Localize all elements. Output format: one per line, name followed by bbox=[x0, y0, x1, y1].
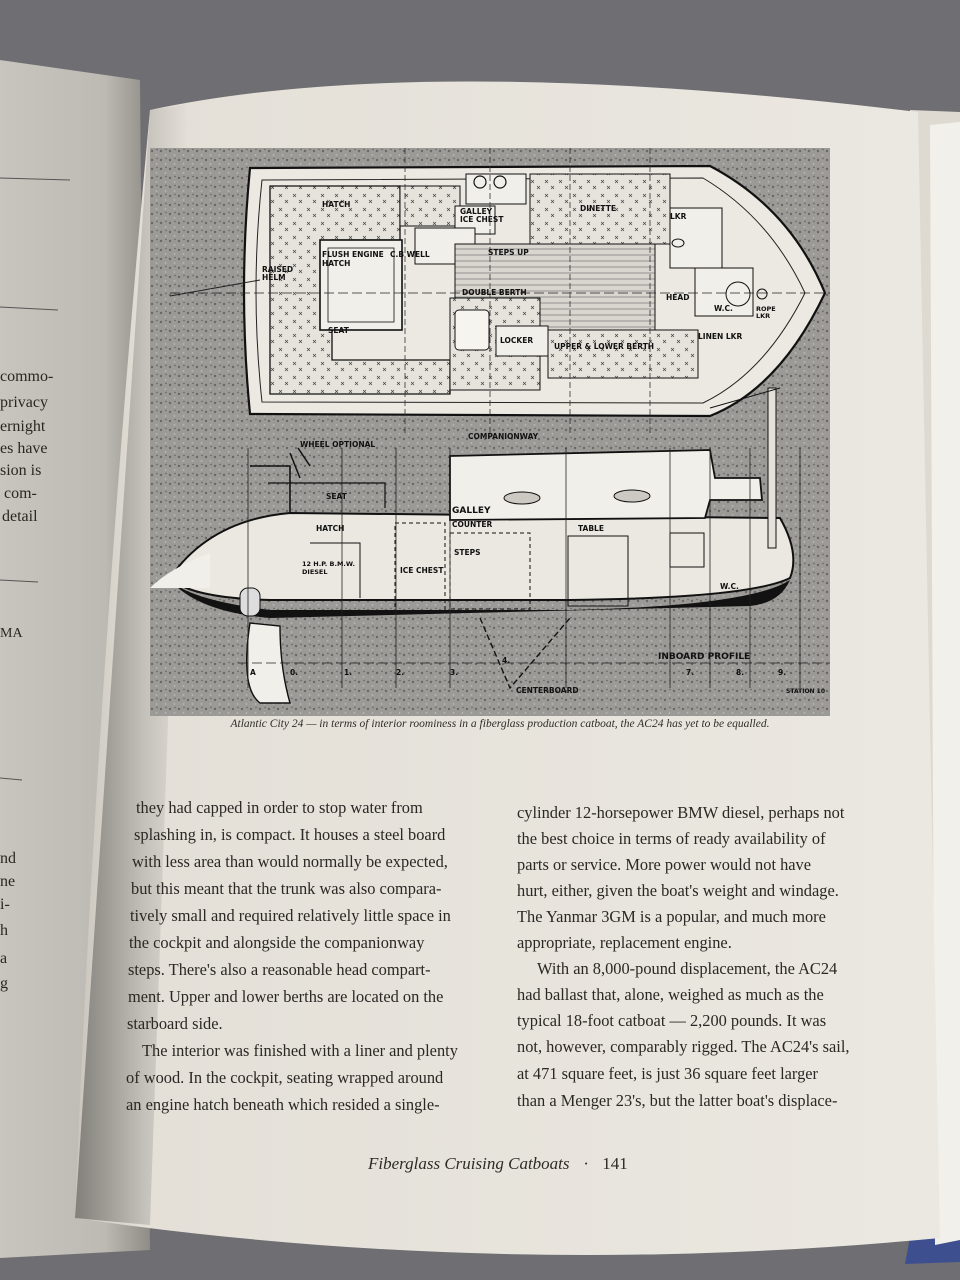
body-line: an engine hatch beneath which resided a single- bbox=[126, 1095, 440, 1114]
label-double-berth: DOUBLE BERTH bbox=[462, 288, 527, 297]
label-cb-well: C.B WELL bbox=[390, 250, 430, 259]
body-line: steps. There's also a reasonable head compart- bbox=[128, 960, 431, 979]
label-seat-profile: SEAT bbox=[326, 492, 347, 501]
station-number: 0. bbox=[290, 668, 299, 677]
label-head: HEAD bbox=[666, 293, 690, 302]
label-ice-chest: ICE CHEST bbox=[400, 566, 444, 575]
figure-caption: Atlantic City 24 — in terms of interior roominess in a fiberglass production catboat, the AC24 has yet to be equalled. bbox=[230, 718, 770, 730]
label-wc-profile: W.C. bbox=[720, 582, 739, 591]
body-line: tively small and required relatively little space in bbox=[130, 906, 451, 925]
label-hatch-top: HATCH bbox=[322, 200, 351, 209]
left-fragment: MA bbox=[0, 626, 23, 641]
label-linen-lkr: LINEN LKR bbox=[698, 332, 743, 341]
footer-title: Fiberglass Cruising Catboats bbox=[368, 1154, 570, 1173]
label-galley-ice-chest: GALLEY ICE CHEST bbox=[460, 207, 504, 224]
body-line: starboard side. bbox=[127, 1014, 223, 1033]
left-fragment: g bbox=[0, 975, 8, 992]
left-fragment: com- bbox=[4, 485, 37, 502]
body-line: the best choice in terms of ready availability of bbox=[517, 829, 826, 848]
body-line: the cockpit and alongside the companionway bbox=[129, 933, 425, 952]
label-rope-lkr: ROPE LKR bbox=[756, 305, 776, 320]
station-number: 7. bbox=[686, 668, 695, 677]
station-number: 2. bbox=[396, 668, 405, 677]
station-number: A bbox=[250, 668, 256, 677]
left-fragment: nd bbox=[0, 850, 16, 867]
body-line: The interior was finished with a liner and plenty bbox=[142, 1041, 458, 1060]
body-line: With an 8,000-pound displacement, the AC24 bbox=[537, 959, 838, 978]
body-line: at 471 square feet, is just 36 square feet larger bbox=[517, 1064, 818, 1083]
label-lkr: LKR bbox=[670, 212, 687, 221]
body-line: of wood. In the cockpit, seating wrapped around bbox=[126, 1068, 444, 1087]
station-number: 9. bbox=[778, 668, 787, 677]
body-line: The Yanmar 3GM is a popular, and much more bbox=[517, 907, 826, 926]
label-hatch-profile: HATCH bbox=[316, 524, 345, 533]
label-centerboard: CENTERBOARD bbox=[516, 686, 579, 695]
body-line: ment. Upper and lower berths are located on the bbox=[128, 987, 444, 1006]
left-fragment: ernight bbox=[0, 418, 46, 435]
label-steps: STEPS bbox=[454, 548, 481, 557]
label-companionway: COMPANIONWAY bbox=[468, 432, 539, 441]
left-fragment: h bbox=[0, 922, 8, 939]
label-raised-helm: RAISED HELM bbox=[262, 265, 294, 282]
label-wc-top: W.C. bbox=[714, 304, 733, 313]
body-line: but this meant that the trunk was also compara- bbox=[131, 879, 442, 898]
station-number: 4. bbox=[502, 656, 511, 665]
label-seat-top: SEAT bbox=[328, 326, 349, 335]
body-line: cylinder 12-horsepower BMW diesel, perhaps not bbox=[517, 803, 845, 822]
left-fragment: detail bbox=[2, 508, 38, 525]
boat-plan-figure bbox=[150, 148, 830, 716]
label-flush-engine-hatch: FLUSH ENGINE HATCH bbox=[322, 250, 384, 268]
label-counter: COUNTER bbox=[452, 520, 493, 529]
label-inboard-profile: INBOARD PROFILE bbox=[658, 652, 751, 662]
station-number: 3. bbox=[450, 668, 459, 677]
left-fragment: es have bbox=[0, 440, 48, 457]
label-station: STATION 10 bbox=[786, 688, 826, 695]
station-number: 8. bbox=[736, 668, 745, 677]
left-fragment: sion is bbox=[0, 462, 42, 479]
body-line: than a Menger 23's, but the latter boat's displace- bbox=[517, 1091, 838, 1110]
label-wheel-optional: WHEEL OPTIONAL bbox=[300, 440, 376, 449]
body-line: appropriate, replacement engine. bbox=[517, 933, 732, 952]
label-dinette: DINETTE bbox=[580, 204, 616, 213]
page-footer bbox=[368, 1154, 628, 1174]
left-fragment: ne bbox=[0, 873, 16, 890]
label-steps-up: STEPS UP bbox=[488, 248, 529, 257]
body-line: splashing in, is compact. It houses a steel board bbox=[134, 825, 446, 844]
footer-separator: · bbox=[583, 1154, 589, 1173]
label-galley-profile: GALLEY bbox=[452, 506, 491, 516]
left-fragment: i- bbox=[0, 896, 10, 913]
page-number: 141 bbox=[602, 1154, 628, 1173]
left-fragment: privacy bbox=[0, 394, 48, 411]
body-line: typical 18-foot catboat — 2,200 pounds. It was bbox=[517, 1011, 827, 1030]
body-line: with less area than would normally be expected, bbox=[132, 852, 448, 871]
body-line: parts or service. More power would not have bbox=[517, 855, 812, 874]
body-line: hurt, either, given the boat's weight and windage. bbox=[517, 881, 839, 900]
label-engine: 12 H.P. B.M.W. DIESEL bbox=[302, 560, 355, 576]
label-table: TABLE bbox=[578, 524, 604, 533]
label-upper-lower-berth: UPPER & LOWER BERTH bbox=[554, 342, 655, 351]
left-fragment: a bbox=[0, 950, 8, 967]
station-number: 1. bbox=[344, 668, 353, 677]
body-line: not, however, comparably rigged. The AC24's sail, bbox=[517, 1037, 850, 1056]
left-fragment: commo- bbox=[0, 368, 54, 385]
body-line: they had capped in order to stop water from bbox=[136, 798, 423, 817]
body-line: had ballast that, alone, weighed as much as the bbox=[517, 985, 824, 1004]
label-locker: LOCKER bbox=[500, 336, 534, 345]
